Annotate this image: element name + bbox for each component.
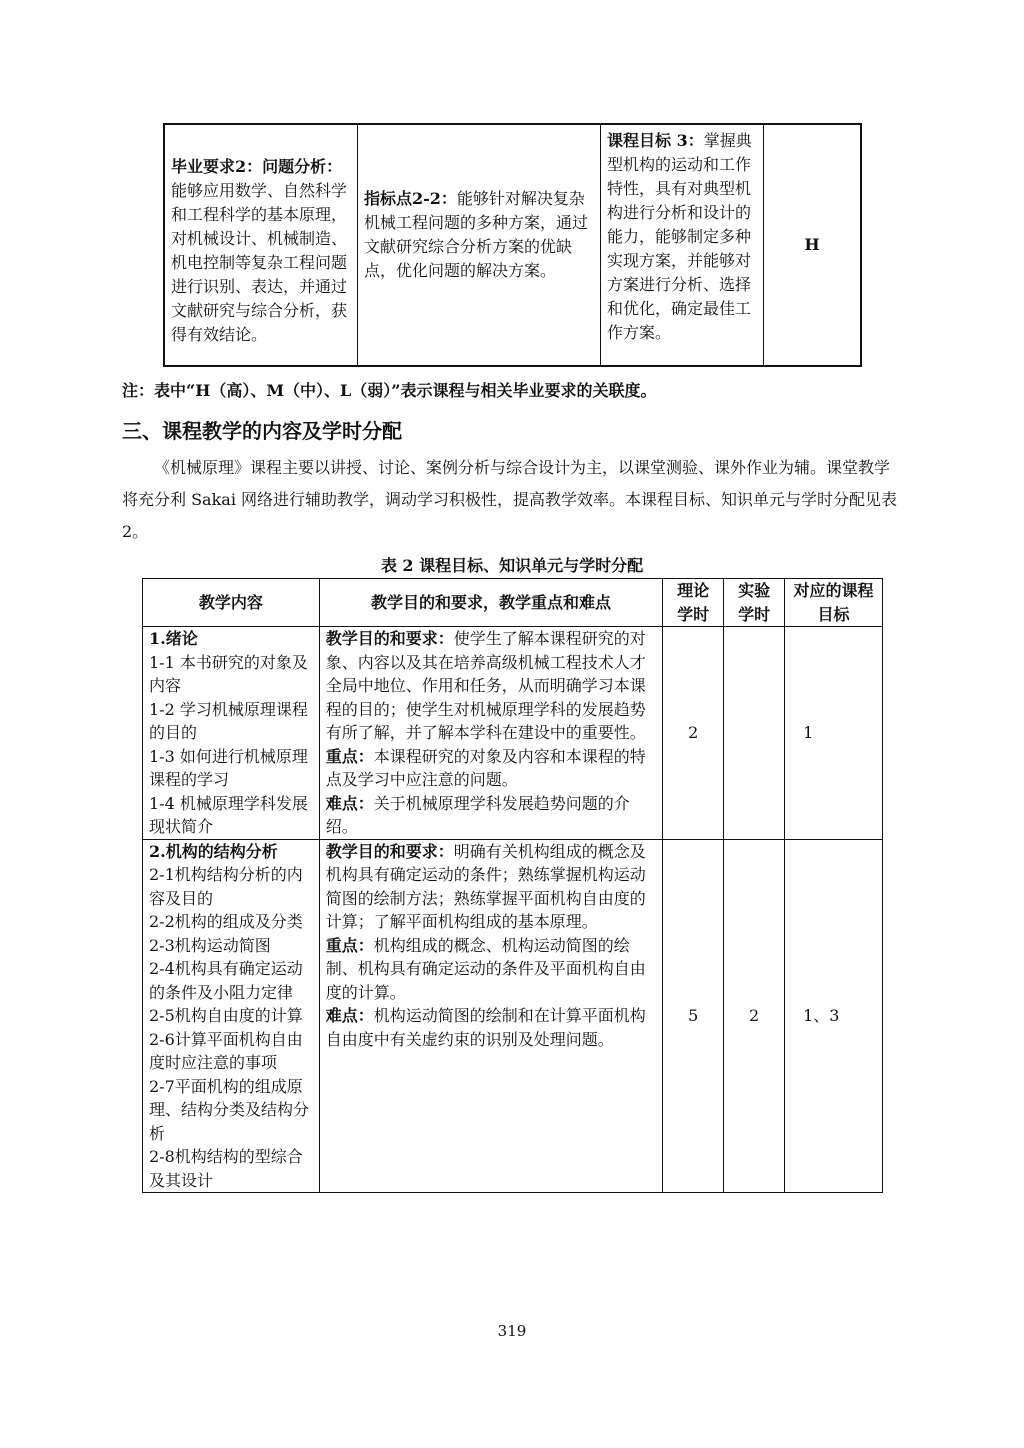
difficulty-text: 机构运动简图的绘制和在计算平面机构自由度中有关虚约束的识别及处理问题。	[325, 1006, 646, 1049]
relevance-cell: H	[764, 124, 862, 366]
list-item: 2-4机构具有确定运动的条件及小阻力定律	[149, 959, 303, 1002]
list-item: 1-1 本书研究的对象及内容	[149, 652, 308, 695]
indicator-title: 指标点2-2：	[364, 189, 457, 208]
list-item: 2-3机构运动简图	[149, 935, 271, 955]
requirement-title: 毕业要求2：问题分析：	[171, 157, 343, 176]
list-item: 2-5机构自由度的计算	[149, 1006, 303, 1025]
list-item: 1-2 学习机械原理课程的目的	[149, 699, 308, 742]
aims-text: 使学生了解本课程研究的对象、内容以及其在培养高级机械工程技术人才全局中地位、作用和任务，从而明确学习本课程的目的；使学生对机械原理学科的发展趋势有所了解，并了解本学科在建设中的重要性。	[325, 629, 646, 742]
indicator-cell	[358, 124, 601, 366]
list-item: 2-2机构的组成及分类	[149, 912, 303, 931]
aims-cell	[319, 627, 662, 840]
aims-label: 教学目的和要求：	[325, 841, 454, 861]
lab-hours	[724, 627, 785, 840]
theory-hours: 2	[663, 627, 724, 840]
difficulty-text: 关于机械原理学科发展趋势问题的介绍。	[325, 793, 630, 836]
objective-title: 课程目标 3：	[607, 131, 704, 150]
intro-paragraph: 《机械原理》课程主要以讲授、讨论、案例分析与综合设计为主，以课堂测验、课外作业为辅。课堂教学将充分利 Sakai 网络进行辅助教学，调动学习积极性，提高教学效率。本课程目标、知识单元与学时分配见表 2。	[122, 458, 898, 541]
objective-text: 掌握典型机构的运动和工作特性，具有对典型机构进行分析和设计的能力，能够制定多种实现方案，并能够对方案进行分析、选择和优化，确定最佳工作方案。	[607, 131, 752, 342]
header-theory-hours: 理论学时	[663, 579, 724, 627]
aims-cell	[319, 839, 662, 1193]
list-item: 1-4 机械原理学科发展现状简介	[149, 793, 308, 836]
list-item: 2-1机构结构分析的内容及目的	[149, 865, 303, 908]
table-header-row	[143, 579, 883, 627]
section-title: 三、课程教学的内容及学时分配	[122, 419, 402, 443]
chapter-title: 2.机构的结构分析	[149, 841, 278, 861]
course-content-table	[142, 578, 883, 1193]
header-content: 教学内容	[143, 579, 320, 627]
aims-text: 明确有关机构组成的概念及机构具有确定运动的条件；熟练掌握机构运动简图的绘制方法；熟练掌握平面机构自由度的计算；了解平面机构组成的基本原理。	[325, 841, 646, 931]
list-item: 2-6计算平面机构自由度时应注意的事项	[149, 1029, 303, 1072]
requirement-cell	[164, 124, 358, 366]
table-row	[143, 627, 883, 840]
lab-hours: 2	[724, 839, 785, 1193]
course-objective: 1、3	[785, 839, 883, 1193]
chapter-title: 1.绪论	[149, 629, 198, 648]
requirement-text: 能够应用数学、自然科学和工程科学的基本原理，对机械设计、机械制造、机电控制等复杂工程问题进行识别、表达，并通过文献研究与综合分析，获得有效结论。	[171, 181, 348, 344]
content-cell	[143, 839, 320, 1193]
content-cell	[143, 627, 320, 840]
indicator-text: 能够针对解决复杂机械工程问题的多种方案，通过文献研究综合分析方案的优缺点，优化问题的解决方案。	[364, 189, 589, 280]
key-text: 本课程研究的对象及内容和本课程的特点及学习中应注意的问题。	[325, 746, 646, 789]
difficulty-label: 难点：	[325, 793, 374, 813]
key-label: 重点：	[325, 746, 374, 766]
theory-hours: 5	[663, 839, 724, 1193]
header-lab-hours: 实验学时	[724, 579, 785, 627]
course-objective: 1	[785, 627, 883, 840]
key-text: 机构组成的概念、机构运动简图的绘制、机构具有确定运动的条件及平面机构自由度的计算。	[325, 935, 646, 1002]
aims-label: 教学目的和要求：	[325, 629, 454, 648]
table-note: 注：表中“H（高）、M（中）、L（弱）”表示课程与相关毕业要求的关联度。	[122, 381, 657, 400]
difficulty-label: 难点：	[325, 1006, 374, 1025]
page-number: 319	[497, 1322, 527, 1340]
list-item: 2-8机构结构的型综合及其设计	[149, 1147, 303, 1190]
header-objective: 对应的课程目标	[785, 579, 883, 627]
objective-cell	[601, 124, 764, 366]
table2-caption: 表 2 课程目标、知识单元与学时分配	[380, 556, 644, 575]
graduation-requirement-table	[163, 123, 862, 367]
key-label: 重点：	[325, 935, 374, 955]
table-row	[143, 839, 883, 1193]
list-item: 2-7平面机构的组成原理、结构分类及结构分析	[149, 1076, 310, 1143]
header-aims: 教学目的和要求，教学重点和难点	[319, 579, 662, 627]
list-item: 1-3 如何进行机械原理课程的学习	[149, 746, 308, 789]
